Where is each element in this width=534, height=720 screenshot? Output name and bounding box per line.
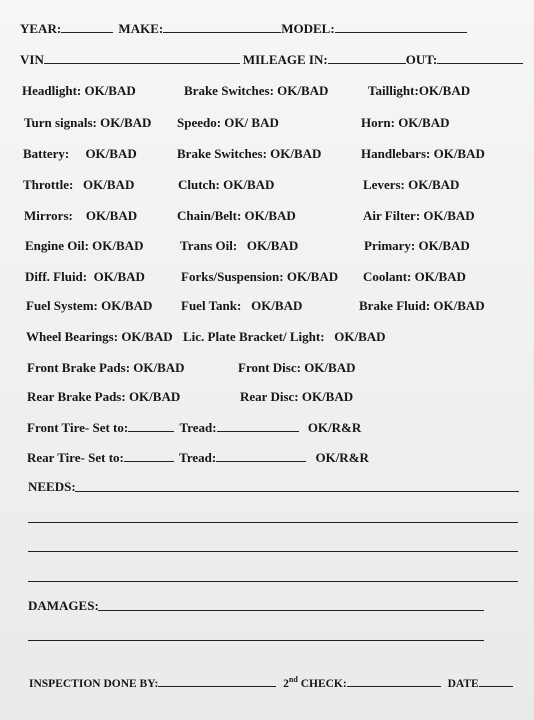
check-item: Brake Fluid: OK/BAD [359, 298, 485, 313]
check-item: Clutch: OK/BAD [178, 177, 275, 192]
check-item: Mirrors: OK/BAD [24, 208, 138, 223]
rear-tire-tread-label: Tread: [179, 450, 217, 465]
inspection-field[interactable] [158, 674, 276, 687]
needs-line-3[interactable] [28, 551, 518, 552]
footer-row [29, 674, 513, 692]
front-tire-result: OK/R&R [307, 420, 362, 435]
rear-tire-result: OK/R&R [315, 450, 369, 465]
check-item: Forks/Suspension: OK/BAD [181, 269, 339, 284]
front-tire-tread-label: Tread: [179, 420, 217, 435]
check-item: Horn: OK/BAD [361, 115, 450, 130]
mileage-out-field[interactable] [437, 51, 523, 64]
header-row-2 [20, 51, 523, 68]
check-item: Coolant: OK/BAD [363, 269, 466, 284]
inspection-label: INSPECTION DONE BY: [29, 678, 159, 690]
date-label: DATE [447, 678, 479, 690]
damages-line-1[interactable] [98, 610, 484, 611]
second-check-suffix: nd [288, 675, 298, 685]
rear-brake-pads-item: Rear Brake Pads: OK/BAD [27, 389, 181, 404]
front-brake-pads-item: Front Brake Pads: OK/BAD [27, 360, 185, 375]
year-field[interactable] [61, 20, 113, 33]
front-tire-set-field[interactable] [128, 419, 174, 432]
check-item: Turn signals: OK/BAD [24, 115, 152, 130]
front-tire-row [27, 419, 361, 436]
make-field[interactable] [163, 20, 281, 33]
check-item: Handlebars: OK/BAD [361, 146, 485, 161]
rear-tire-set-field[interactable] [124, 449, 174, 462]
needs-line-2[interactable] [28, 522, 518, 523]
check-item: Headlight: OK/BAD [22, 83, 136, 98]
check-item: Primary: OK/BAD [364, 238, 470, 253]
needs-line-1[interactable] [75, 491, 519, 492]
lic-plate-item: Lic. Plate Bracket/ Light: OK/BAD [183, 329, 386, 344]
check-item: Levers: OK/BAD [363, 177, 460, 192]
vin-field[interactable] [44, 51, 240, 64]
mileage-in-field[interactable] [328, 51, 406, 64]
check-item: Air Filter: OK/BAD [363, 208, 475, 223]
second-check-number: 2 [283, 678, 289, 690]
check-item: Brake Switches: OK/BAD [184, 83, 329, 98]
date-field[interactable] [479, 674, 513, 687]
damages-label: DAMAGES: [28, 598, 99, 613]
front-tire-tread-field[interactable] [217, 419, 299, 432]
check-item: Chain/Belt: OK/BAD [177, 208, 296, 223]
make-label: MAKE: [118, 21, 164, 36]
header-row-1 [20, 20, 467, 37]
check-item: Fuel System: OK/BAD [26, 298, 153, 313]
mileage-in-label: MILEAGE IN: [242, 52, 328, 67]
wheel-bearings-item: Wheel Bearings: OK/BAD [26, 329, 173, 344]
model-field[interactable] [335, 20, 467, 33]
rear-tire-set-label: Rear Tire- Set to: [27, 450, 124, 465]
vin-label: VIN [20, 52, 44, 67]
rear-tire-row [27, 449, 369, 466]
check-item: Taillight:OK/BAD [368, 83, 471, 98]
check-item: Diff. Fluid: OK/BAD [25, 269, 145, 284]
front-tire-set-label: Front Tire- Set to: [27, 420, 129, 435]
year-label: YEAR: [20, 21, 62, 36]
second-check-text: CHECK: [297, 678, 347, 690]
rear-disc-item: Rear Disc: OK/BAD [240, 389, 354, 404]
check-item: Fuel Tank: OK/BAD [181, 298, 303, 313]
check-item: Speedo: OK/ BAD [177, 115, 279, 130]
front-disc-item: Front Disc: OK/BAD [238, 360, 356, 375]
check-item: Battery: OK/BAD [23, 146, 137, 161]
needs-label: NEEDS: [28, 479, 76, 494]
mileage-out-label: OUT: [405, 52, 438, 67]
check-item: Trans Oil: OK/BAD [180, 238, 299, 253]
rear-tire-tread-field[interactable] [216, 449, 306, 462]
second-check-field[interactable] [347, 674, 441, 687]
check-item: Brake Switches: OK/BAD [177, 146, 322, 161]
needs-line-4[interactable] [28, 581, 518, 582]
damages-line-2[interactable] [28, 640, 484, 641]
model-label: MODEL: [281, 21, 335, 36]
check-item: Engine Oil: OK/BAD [25, 238, 144, 253]
second-check-label [283, 675, 347, 690]
check-item: Throttle: OK/BAD [23, 177, 135, 192]
